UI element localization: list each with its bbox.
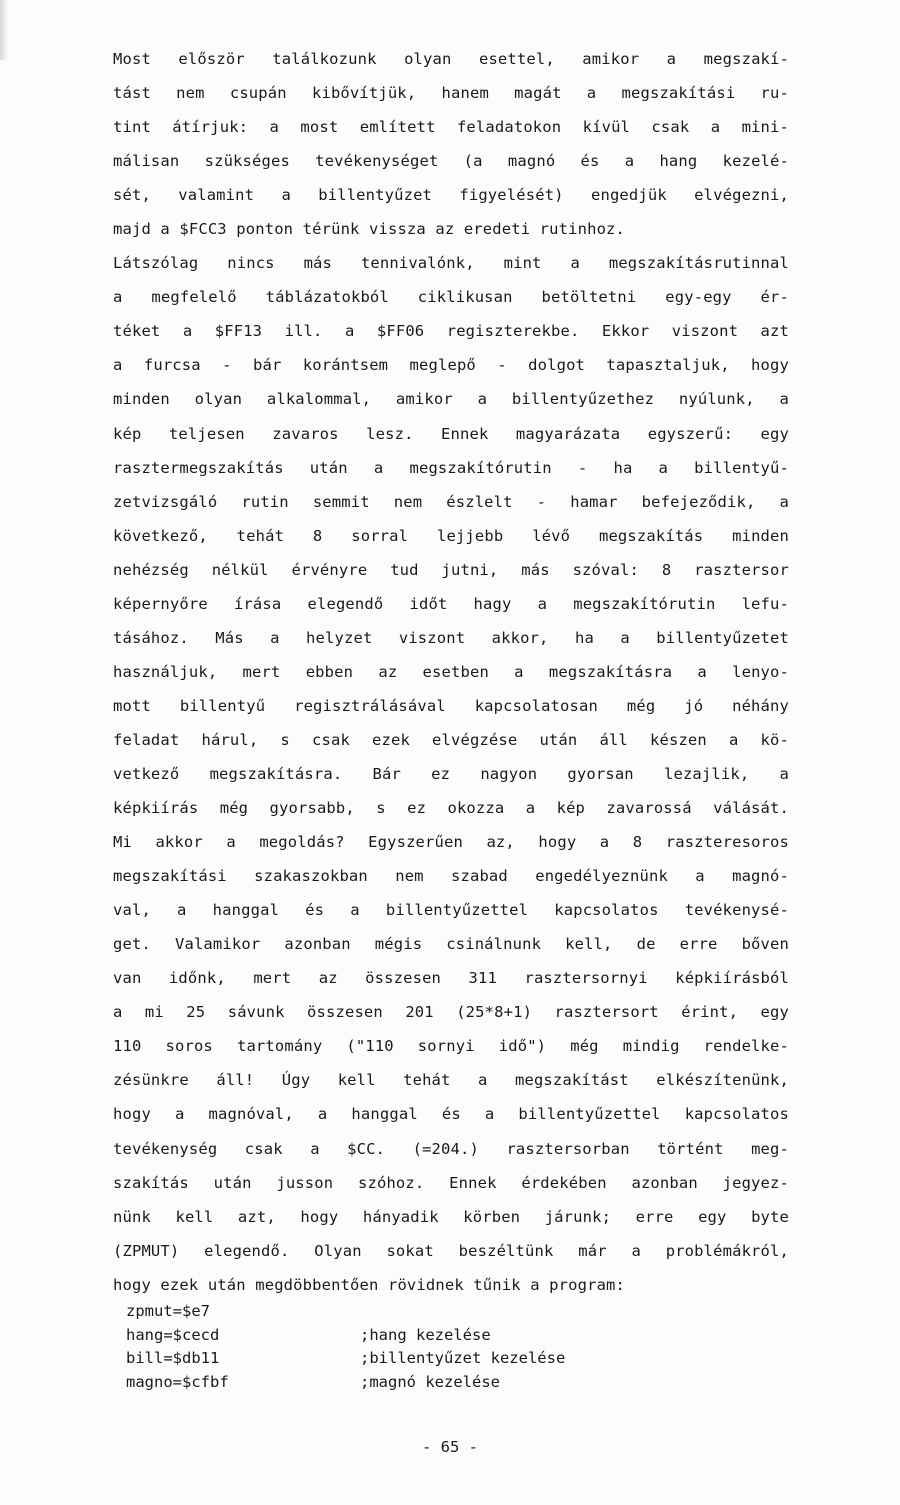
code-statement: bill=$db11 [126, 1349, 220, 1367]
text-line: a megfelelő táblázatokból ciklikusan betöltetni egy-egy ér- [113, 288, 789, 307]
text-line: tevékenység csak a $CC. (=204.) rasztersorban történt meg- [113, 1139, 789, 1158]
code-line [126, 1324, 726, 1348]
text-line: 110 soros tartomány ("110 sornyi idő") még mindig rendelke- [113, 1037, 789, 1056]
text-line: rasztermegszakítás után a megszakítórutin - ha a billentyű- [113, 458, 789, 477]
text-line: kép teljesen zavaros lesz. Ennek magyarázata egyszerű: egy [113, 424, 789, 443]
text-line: feladat hárul, s csak ezek elvégzése után áll készen a kö- [113, 730, 789, 749]
text-line: tást nem csupán kibővítjük, hanem magát a megszakítási ru- [113, 84, 789, 103]
text-line: vetkező megszakításra. Bár ez nagyon gyorsan lezajlik, a [113, 764, 789, 783]
text-line: következő, tehát 8 sorral lejjebb lévő megszakítás minden [113, 526, 789, 545]
text-line: mott billentyű regisztrálásával kapcsolatosan még jó néhány [113, 696, 789, 715]
code-statement: zpmut=$e7 [126, 1302, 210, 1320]
text-line: a mi 25 sávunk összesen 201 (25*8+1) rasztersort érint, egy [113, 1003, 789, 1022]
scan-edge-shadow [0, 0, 8, 60]
code-statement: hang=$cecd [126, 1325, 220, 1344]
text-line: képkiírás még gyorsabb, s ez okozza a kép zavarossá válását. [113, 799, 789, 818]
code-line [126, 1300, 726, 1324]
text-line: sét, valamint a billentyűzet figyelését) engedjük elvégezni, [113, 186, 789, 205]
text-line: minden olyan alkalommal, amikor a billentyűzethez nyúlunk, a [113, 390, 789, 409]
code-listing [126, 1300, 726, 1394]
text-line: hogy a magnóval, a hanggal és a billentyűzettel kapcsolatos [113, 1105, 789, 1124]
code-statement: magno=$cfbf [126, 1372, 229, 1391]
text-line: val, a hanggal és a billentyűzettel kapcsolatos tevékenysé- [113, 901, 789, 920]
text-line: nehézség nélkül érvényre tud jutni, más szóval: 8 rasztersor [113, 560, 789, 579]
code-comment: ;billentyűzet kezelése [360, 1349, 566, 1367]
text-line: zetvizsgáló rutin semmit nem észlelt - hamar befejeződik, a [113, 492, 789, 511]
text-line: nünk kell azt, hogy hányadik körben járunk; erre egy byte [113, 1207, 789, 1226]
text-line: tint átírjuk: a most említett feladatokon kívül csak a mini- [113, 118, 789, 137]
page-number: - 65 - [422, 1438, 478, 1456]
code-comment: ;hang kezelése [360, 1325, 491, 1344]
text-line: get. Valamikor azonban mégis csinálnunk kell, de erre bőven [113, 935, 789, 954]
text-line: Mi akkor a megoldás? Egyszerűen az, hogy a 8 raszteresoros [113, 833, 789, 852]
text-line: szakítás után jusson szóhoz. Ennek érdekében azonban jegyez- [113, 1173, 789, 1192]
text-line: Most először találkozunk olyan esettel, amikor a megszakí- [113, 50, 789, 68]
text-line: megszakítási szakaszokban nem szabad engedélyeznünk a magnó- [113, 867, 789, 886]
text-line: Látszólag nincs más tennivalónk, mint a megszakításrutinnal [113, 254, 789, 273]
text-line: tásához. Más a helyzet viszont akkor, ha a billentyűzetet [113, 628, 789, 647]
text-line: van időnk, mert az összesen 311 rasztersornyi képkiírásból [113, 969, 789, 988]
text-line: képernyőre írása elegendő időt hagy a megszakítórutin lefu- [113, 594, 789, 613]
text-line: zésünkre áll! Úgy kell tehát a megszakítást elkészítenünk, [113, 1071, 789, 1090]
text-line: málisan szükséges tevékenységet (a magnó és a hang kezelé- [113, 152, 789, 171]
code-line [126, 1371, 726, 1395]
text-line: majd a $FCC3 ponton térünk vissza az eredeti rutinhoz. [113, 220, 626, 239]
text-line: (ZPMUT) elegendő. Olyan sokat beszéltünk már a problémákról, [113, 1241, 789, 1260]
text-line: használjuk, mert ebben az esetben a megszakításra a lenyo- [113, 662, 789, 681]
code-comment: ;magnó kezelése [360, 1372, 500, 1391]
text-line: a furcsa - bár korántsem meglepő - dolgot tapasztaljuk, hogy [113, 356, 789, 375]
text-line: téket a $FF13 ill. a $FF06 regiszterekbe. Ekkor viszont azt [113, 322, 789, 341]
code-line [126, 1347, 726, 1371]
body-text [113, 42, 789, 1302]
text-line: hogy ezek után megdöbbentően rövidnek tűnik a program: [113, 1275, 626, 1294]
